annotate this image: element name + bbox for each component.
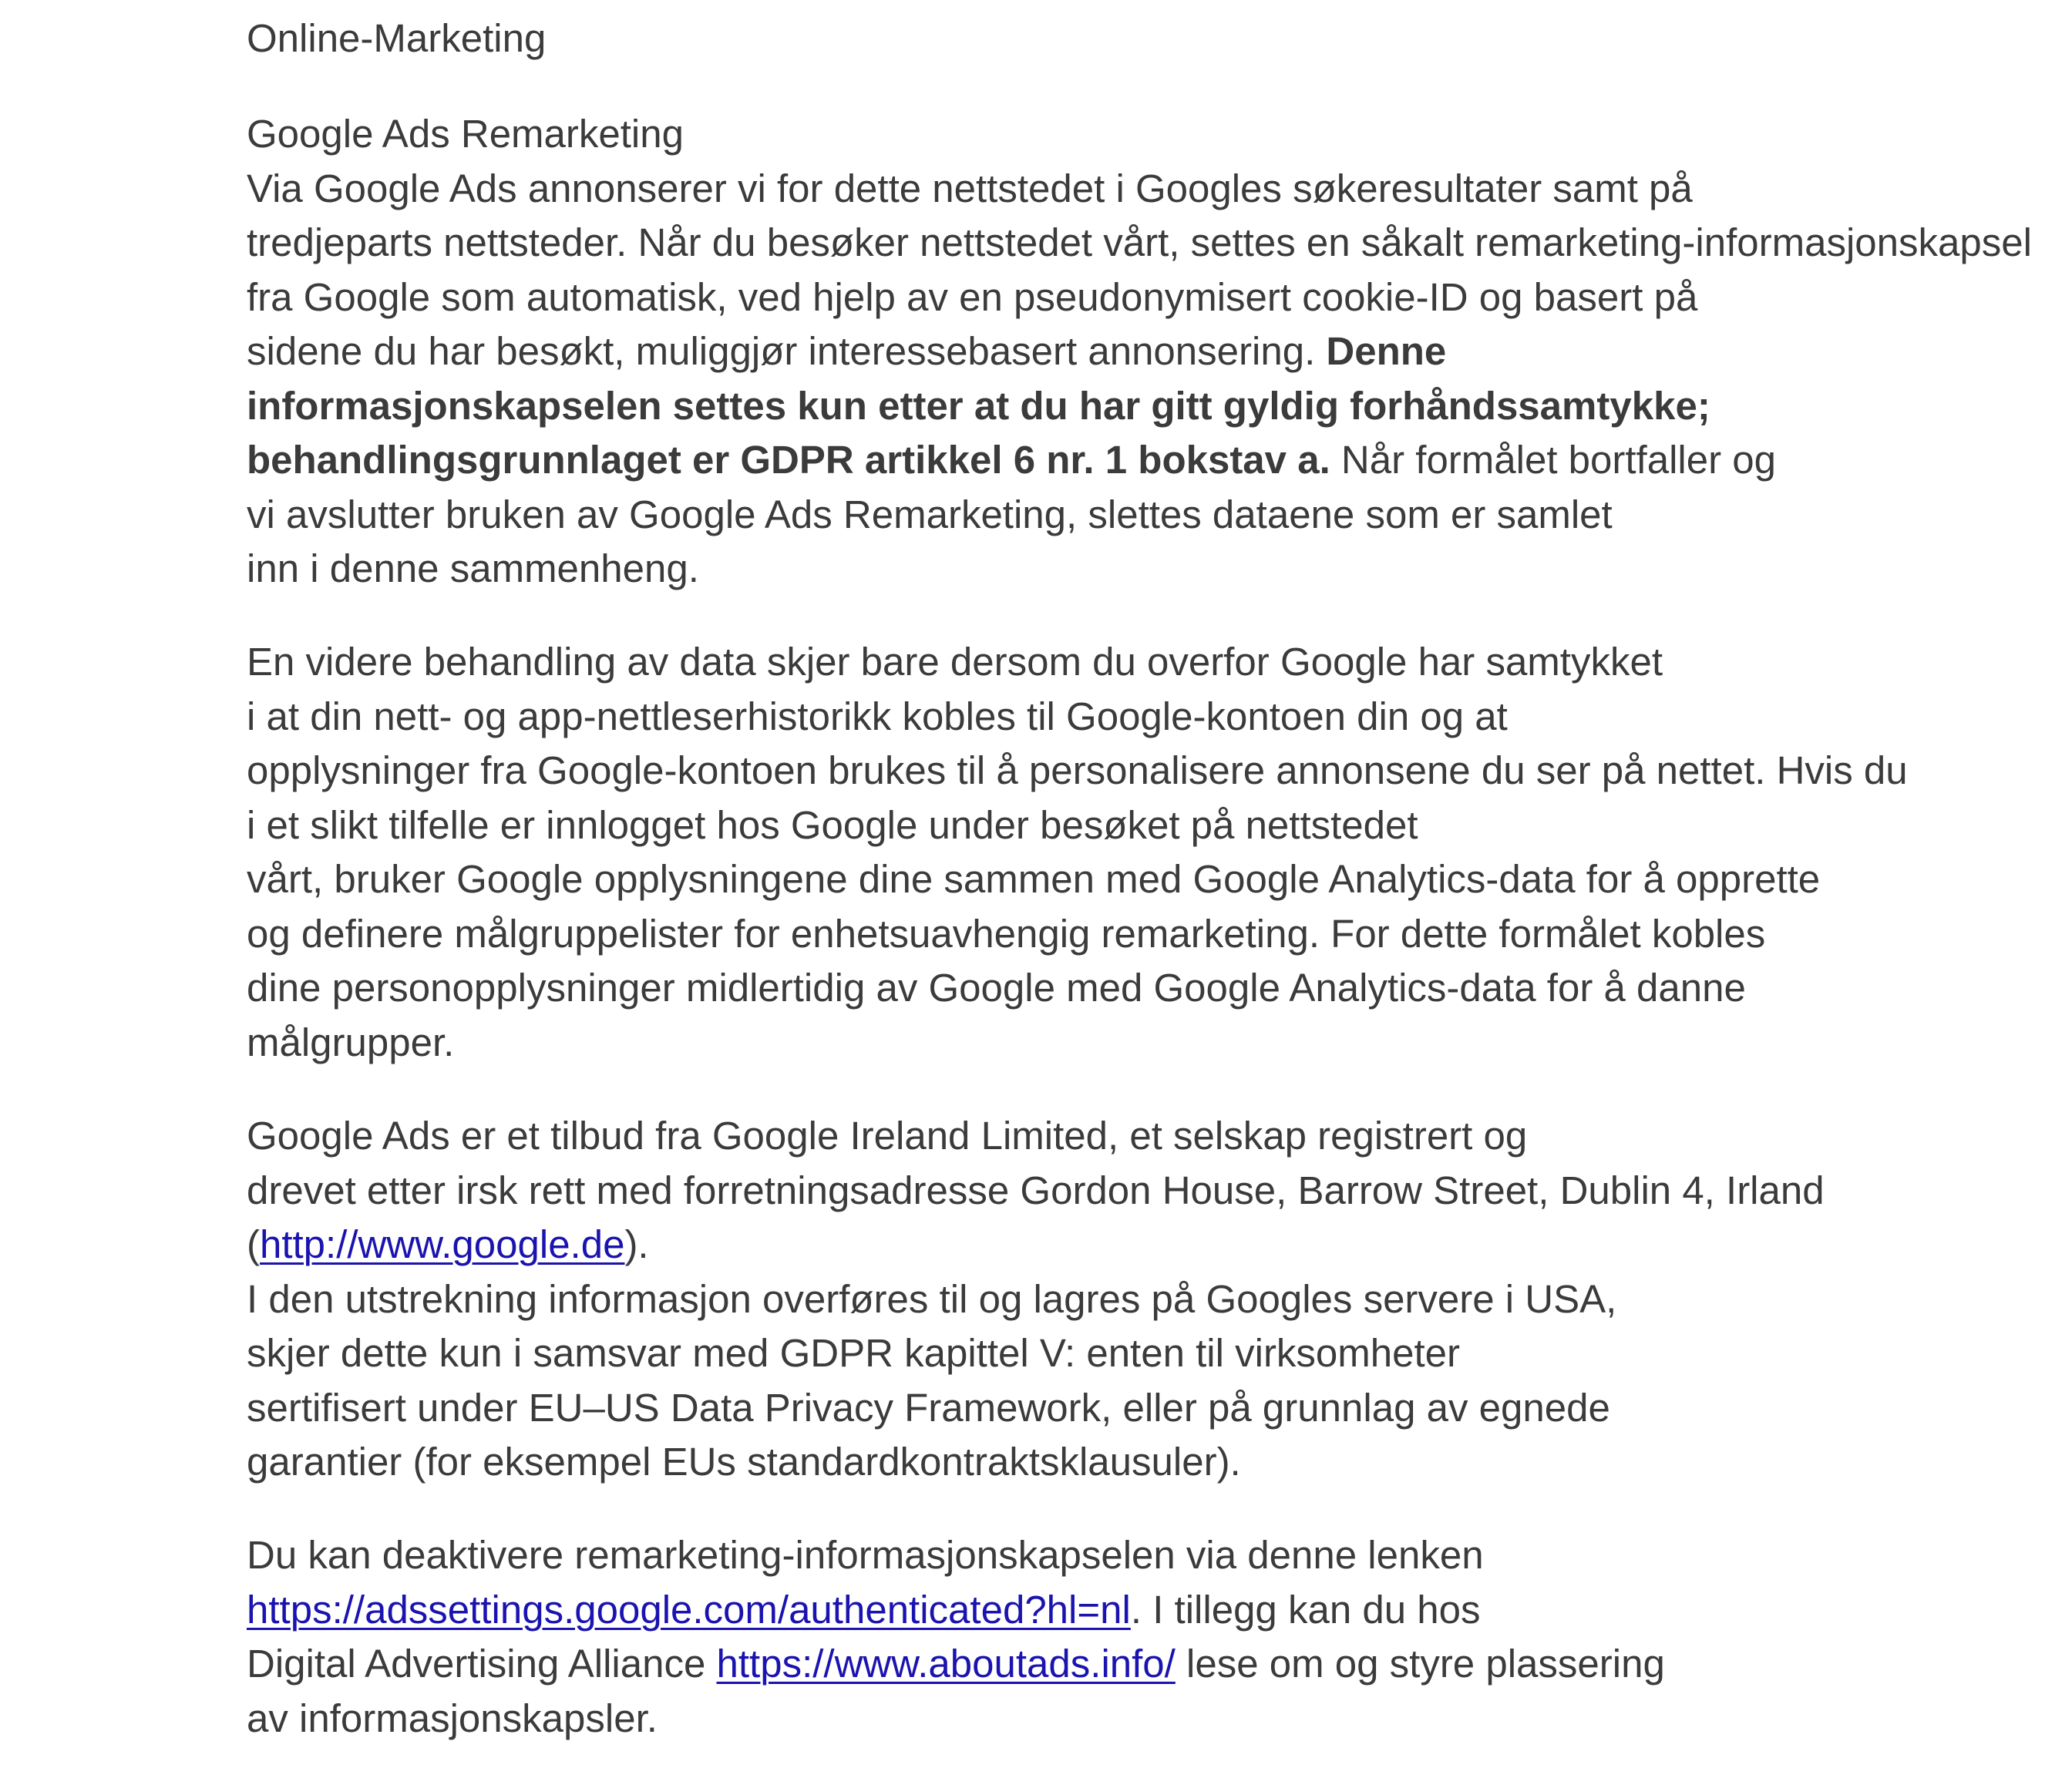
p1-bold-1: Denne [1326, 329, 1447, 373]
p1-line-8 [247, 542, 1850, 597]
p3-line-6 [247, 1381, 1850, 1436]
p4-line-1-text: Du kan deaktivere remarketing-informasjonskapselen via denne lenken [247, 1533, 1484, 1577]
remarketing-paragraph-2 [247, 635, 1908, 1070]
remarketing-paragraph-4 [247, 1528, 1850, 1746]
p1-line-8-text: inn i denne sammenheng. [247, 546, 699, 590]
p4-line-1 [247, 1528, 1850, 1583]
p3-line-4-text: I den utstrekning informasjon overføres til og lagres på Googles servere i USA, [247, 1276, 1617, 1321]
p2-line-3 [247, 744, 1908, 798]
p2-line-8-text: målgrupper. [247, 1020, 455, 1064]
p2-line-6-text: og definere målgruppelister for enhetsuavhengig remarketing. For dette formålet kobles [247, 911, 1766, 956]
p2-line-1-text: En videre behandling av data skjer bare dersom du overfor Google har samtykket [247, 640, 1663, 684]
p2-line-6 [247, 907, 1850, 962]
remarketing-paragraph-1 [247, 107, 2032, 597]
p2-line-7 [247, 961, 1850, 1016]
p2-line-5 [247, 852, 1850, 907]
p2-line-2 [247, 690, 1850, 745]
p1-line-5 [247, 379, 1850, 434]
p1-line-3-text: fra Google som automatisk, ved hjelp av en pseudonymisert cookie-ID og basert på [247, 274, 1698, 319]
p2-line-2-text: i at din nett- og app-nettleserhistorikk kobles til Google-kontoen din og at [247, 694, 1508, 738]
p1-line-1 [247, 162, 1850, 217]
p1-line-4-text: sidene du har besøkt, muliggjør interessebasert annonsering. [247, 329, 1316, 373]
p4-line-3 [247, 1637, 1850, 1692]
p3-line-2 [247, 1164, 1850, 1218]
p3-line-1 [247, 1109, 1850, 1164]
p3-line-6-text: sertifisert under EU–US Data Privacy Framework, eller på grunnlag av egnede [247, 1385, 1610, 1430]
p1-line-1-text: Via Google Ads annonserer vi for dette nettstedet i Googles søkeresultater samt på [247, 166, 1693, 210]
p2-line-4-text: i et slikt tilfelle er innlogget hos Google under besøket på nettstedet [247, 802, 1418, 847]
p1-bold-2: informasjonskapselen settes kun etter at du har gitt gyldig forhåndssamtykke; [247, 383, 1710, 428]
p4-line-3-text: Digital Advertising Alliance [247, 1642, 706, 1686]
p2-line-7-text: dine personopplysninger midlertidig av Google med Google Analytics-data for å danne [247, 966, 1746, 1010]
p3-line-3: (http://www.google.de). [247, 1222, 649, 1266]
remarketing-heading: Google Ads Remarketing [247, 112, 684, 156]
google-de-link[interactable]: http://www.google.de [259, 1222, 625, 1266]
p1-line-6-text: Når formålet bortfaller og [1340, 438, 1776, 482]
p4-line-3-tail: lese om og styre plassering [1186, 1642, 1665, 1686]
p2-line-8 [247, 1016, 1850, 1071]
text-line-group [247, 162, 2032, 597]
section-title: Online-Marketing [247, 16, 547, 60]
p4-line-2: https://adssettings.google.com/authenticated?hl=nl. I tillegg kan du hos [247, 1587, 1481, 1632]
p1-line-7 [247, 488, 1850, 543]
remarketing-paragraph-3 [247, 1109, 1850, 1490]
p1-line-2 [247, 216, 2032, 271]
p2-line-4 [247, 798, 1850, 853]
p3-line-5 [247, 1326, 1850, 1381]
p2-line-5-text: vårt, bruker Google opplysningene dine sammen med Google Analytics-data for å opprette [247, 857, 1821, 901]
p2-line-3-text: opplysninger fra Google-kontoen brukes til å personalisere annonsene du ser på nettet. Hvis du [247, 748, 1908, 792]
p1-line-6 [247, 433, 1850, 488]
p1-line-2-text: tredjeparts nettsteder. Når du besøker nettstedet vårt, settes en såkalt remarketing-informasjonskapsel [247, 220, 2032, 264]
p3-line-5-text: skjer dette kun i samsvar med GDPR kapittel V: enten til virksomheter [247, 1331, 1461, 1375]
p1-line-7-text: vi avslutter bruken av Google Ads Remarketing, slettes dataene som er samlet [247, 492, 1613, 536]
p3-line-4 [247, 1272, 1850, 1327]
p1-line-4 [247, 324, 1850, 379]
adssettings-link[interactable]: https://adssettings.google.com/authenticated?hl=nl [247, 1587, 1131, 1632]
p4-line-2-text: I tillegg kan du hos [1152, 1587, 1481, 1632]
p3-line-7 [247, 1435, 1850, 1490]
p4-line-4-text: av informasjonskapsler. [247, 1696, 658, 1740]
p3-line-2-text: drevet etter irsk rett med forretningsadresse Gordon House, Barrow Street, Dublin 4, Irland [247, 1168, 1825, 1212]
p3-line-1-text: Google Ads er et tilbud fra Google Ireland Limited, et selskap registrert og [247, 1114, 1528, 1158]
p4-line-4 [247, 1692, 1850, 1746]
aboutads-link[interactable]: https://www.aboutads.info/ [716, 1642, 1176, 1686]
p2-line-1 [247, 635, 1850, 690]
p1-line-3 [247, 271, 1850, 325]
p1-bold-3: behandlingsgrunnlaget er GDPR artikkel 6 nr. 1 bokstav a. [247, 438, 1330, 482]
p3-line-7-text: garantier (for eksempel EUs standardkontraktsklausuler). [247, 1440, 1241, 1484]
